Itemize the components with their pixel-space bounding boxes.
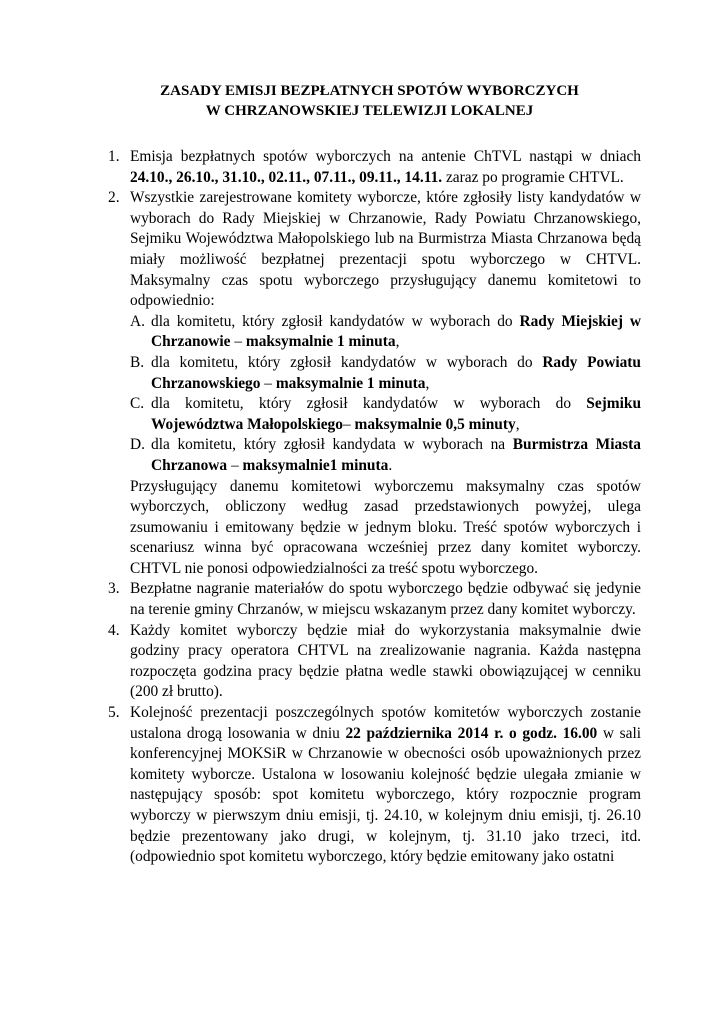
text-run: dla komitetu, który zgłosił kandydatów w wyborach do	[151, 312, 520, 330]
sub-item-d	[130, 435, 641, 476]
bold-run: maksymalnie 1 minuta	[245, 333, 396, 351]
bold-run: Rady Powiatu Chrzanowskiego	[151, 353, 641, 392]
text-run: .	[388, 456, 393, 474]
list-item-2	[108, 188, 641, 579]
item-text: Każdy komitet wyborczy będzie miał do wykorzystania maksymalnie dwie godziny pracy operatora CHTVL na zrealizowanie nagrania. Każda następna rozpoczęta godzina pracy będzie płatna wedle stawki obowiązującej w cenniku (200 zł brutto).	[130, 621, 641, 701]
sub-item-a	[130, 312, 641, 353]
sub-item-text	[151, 435, 641, 476]
item-text	[130, 703, 641, 868]
sub-item-letter: C.	[130, 395, 145, 413]
sub-item-letter: A.	[130, 312, 145, 330]
item-number: 5.	[108, 704, 120, 722]
text-run: w sali konferencyjnej MOKSiR w Chrzanowie w obecności osób upoważnionych przez komitety wyborcze. Ustalona w losowaniu kolejność będzie ulegała zmianie w następujący sposób: spot komitetu wyborczego, który rozpocznie program wyborczy w pierwszym dniu emisji, tj. 24.10, w kolejnym dniu emisji, tj. 26.10 będzie prezentowany jako drugi, w kolejnym, tj. 31.10 jako trzeci, itd. (odpowiednio spot komitetu wyborczego, który będzie emitowany jako ostatni	[130, 724, 642, 866]
bold-run: Rady Miejskiej w Chrzanowie	[151, 312, 641, 351]
sub-item-text	[151, 353, 641, 394]
item-intro: Wszystkie zarejestrowane komitety wyborcze, które zgłosiły listy kandydatów w wyborach do Rady Miejskiej w Chrzanowie, Rady Powiatu Chrzanowskiego, Sejmiku Województwa Małopolskiego lub na Burmistrza Miasta Chrzanowa będą miały możliwość bezpłatnej prezentacji spotu wyborczego w CHTVL. Maksymalny czas spotu wyborczego przysługujący danemu komitetowi to odpowiednio:	[130, 189, 641, 310]
bold-run: Burmistrza Miasta Chrzanowa	[151, 436, 641, 474]
draw-date: 22 października 2014 r. o godz. 16.00	[345, 724, 598, 742]
list-item-5	[108, 703, 641, 868]
text-run: –	[342, 415, 355, 433]
bold-run: maksymalnie1 minuta	[242, 456, 389, 474]
text-run: –	[227, 456, 243, 474]
item-number: 1.	[108, 148, 120, 165]
item-outro: Przysługujący danemu komitetowi wyborczemu maksymalny czas spotów wyborczych, obliczony według zasad przedstawionych powyżej, ulega zsumowaniu i emitowany będzie w jednym bloku. Treść spotów wyborczych i scenariusz winna być opracowana wcześniej przez dany komitet wyborczy. CHTVL nie ponosi odpowiedzialności za treść spotu wyborczego.	[130, 477, 641, 577]
text-run: Kolejność prezentacji poszczególnych spotów komitetów wyborczych zostanie ustalona drogą losowania w dniu	[130, 704, 641, 742]
bold-run: maksymalnie 1 minuta	[275, 374, 426, 392]
sub-item-text	[151, 312, 641, 353]
item-text	[130, 147, 641, 188]
text-run: –	[260, 374, 276, 392]
item-number: 2.	[108, 189, 120, 207]
title-line-1: ZASADY EMISJI BEZPŁATNYCH SPOTÓW WYBORCZYCH	[160, 83, 579, 99]
text-run: dla komitetu, który zgłosił kandydatów w wyborach do	[151, 353, 543, 371]
text-run: –	[230, 333, 246, 351]
sub-item-letter: B.	[130, 353, 145, 371]
list-item-4	[108, 621, 641, 703]
text-run: dla komitetu, który zgłosił kandydatów w wyborach do	[151, 395, 587, 413]
text-run: Emisja bezpłatnych spotów wyborczych na antenie ChTVL nastąpi w dniach	[130, 148, 641, 165]
sub-item-text	[151, 394, 641, 435]
text-run: ,	[395, 333, 400, 351]
bold-run: Sejmiku Województwa Małopolskiego	[151, 395, 641, 433]
text-run: dla komitetu, który zgłosił kandydata w wyborach na	[151, 436, 513, 454]
bold-run: maksymalnie 0,5 minuty	[354, 415, 516, 433]
text-run: ,	[515, 415, 520, 433]
item-number: 4.	[108, 621, 120, 639]
emission-dates: 24.10., 26.10., 31.10., 02.11., 07.11., 09.11., 14.11.	[130, 168, 443, 186]
item-number: 3.	[108, 580, 120, 598]
sub-item-letter: D.	[130, 436, 145, 454]
document-title	[108, 82, 641, 121]
title-line-2: W CHRZANOWSKIEJ TELEWIZJI LOKALNEJ	[205, 102, 534, 119]
list-item-3	[108, 579, 641, 620]
list-item-1	[108, 147, 641, 188]
text-run: zaraz po programie CHTVL.	[442, 168, 624, 186]
sub-item-b	[130, 353, 641, 394]
text-run: ,	[425, 374, 430, 392]
sub-item-c	[130, 394, 641, 435]
item-text: Bezpłatne nagranie materiałów do spotu wyborczego będzie odbywać się jedynie na terenie gminy Chrzanów, w miejscu wskazanym przez dany komitet wyborczy.	[130, 580, 641, 619]
